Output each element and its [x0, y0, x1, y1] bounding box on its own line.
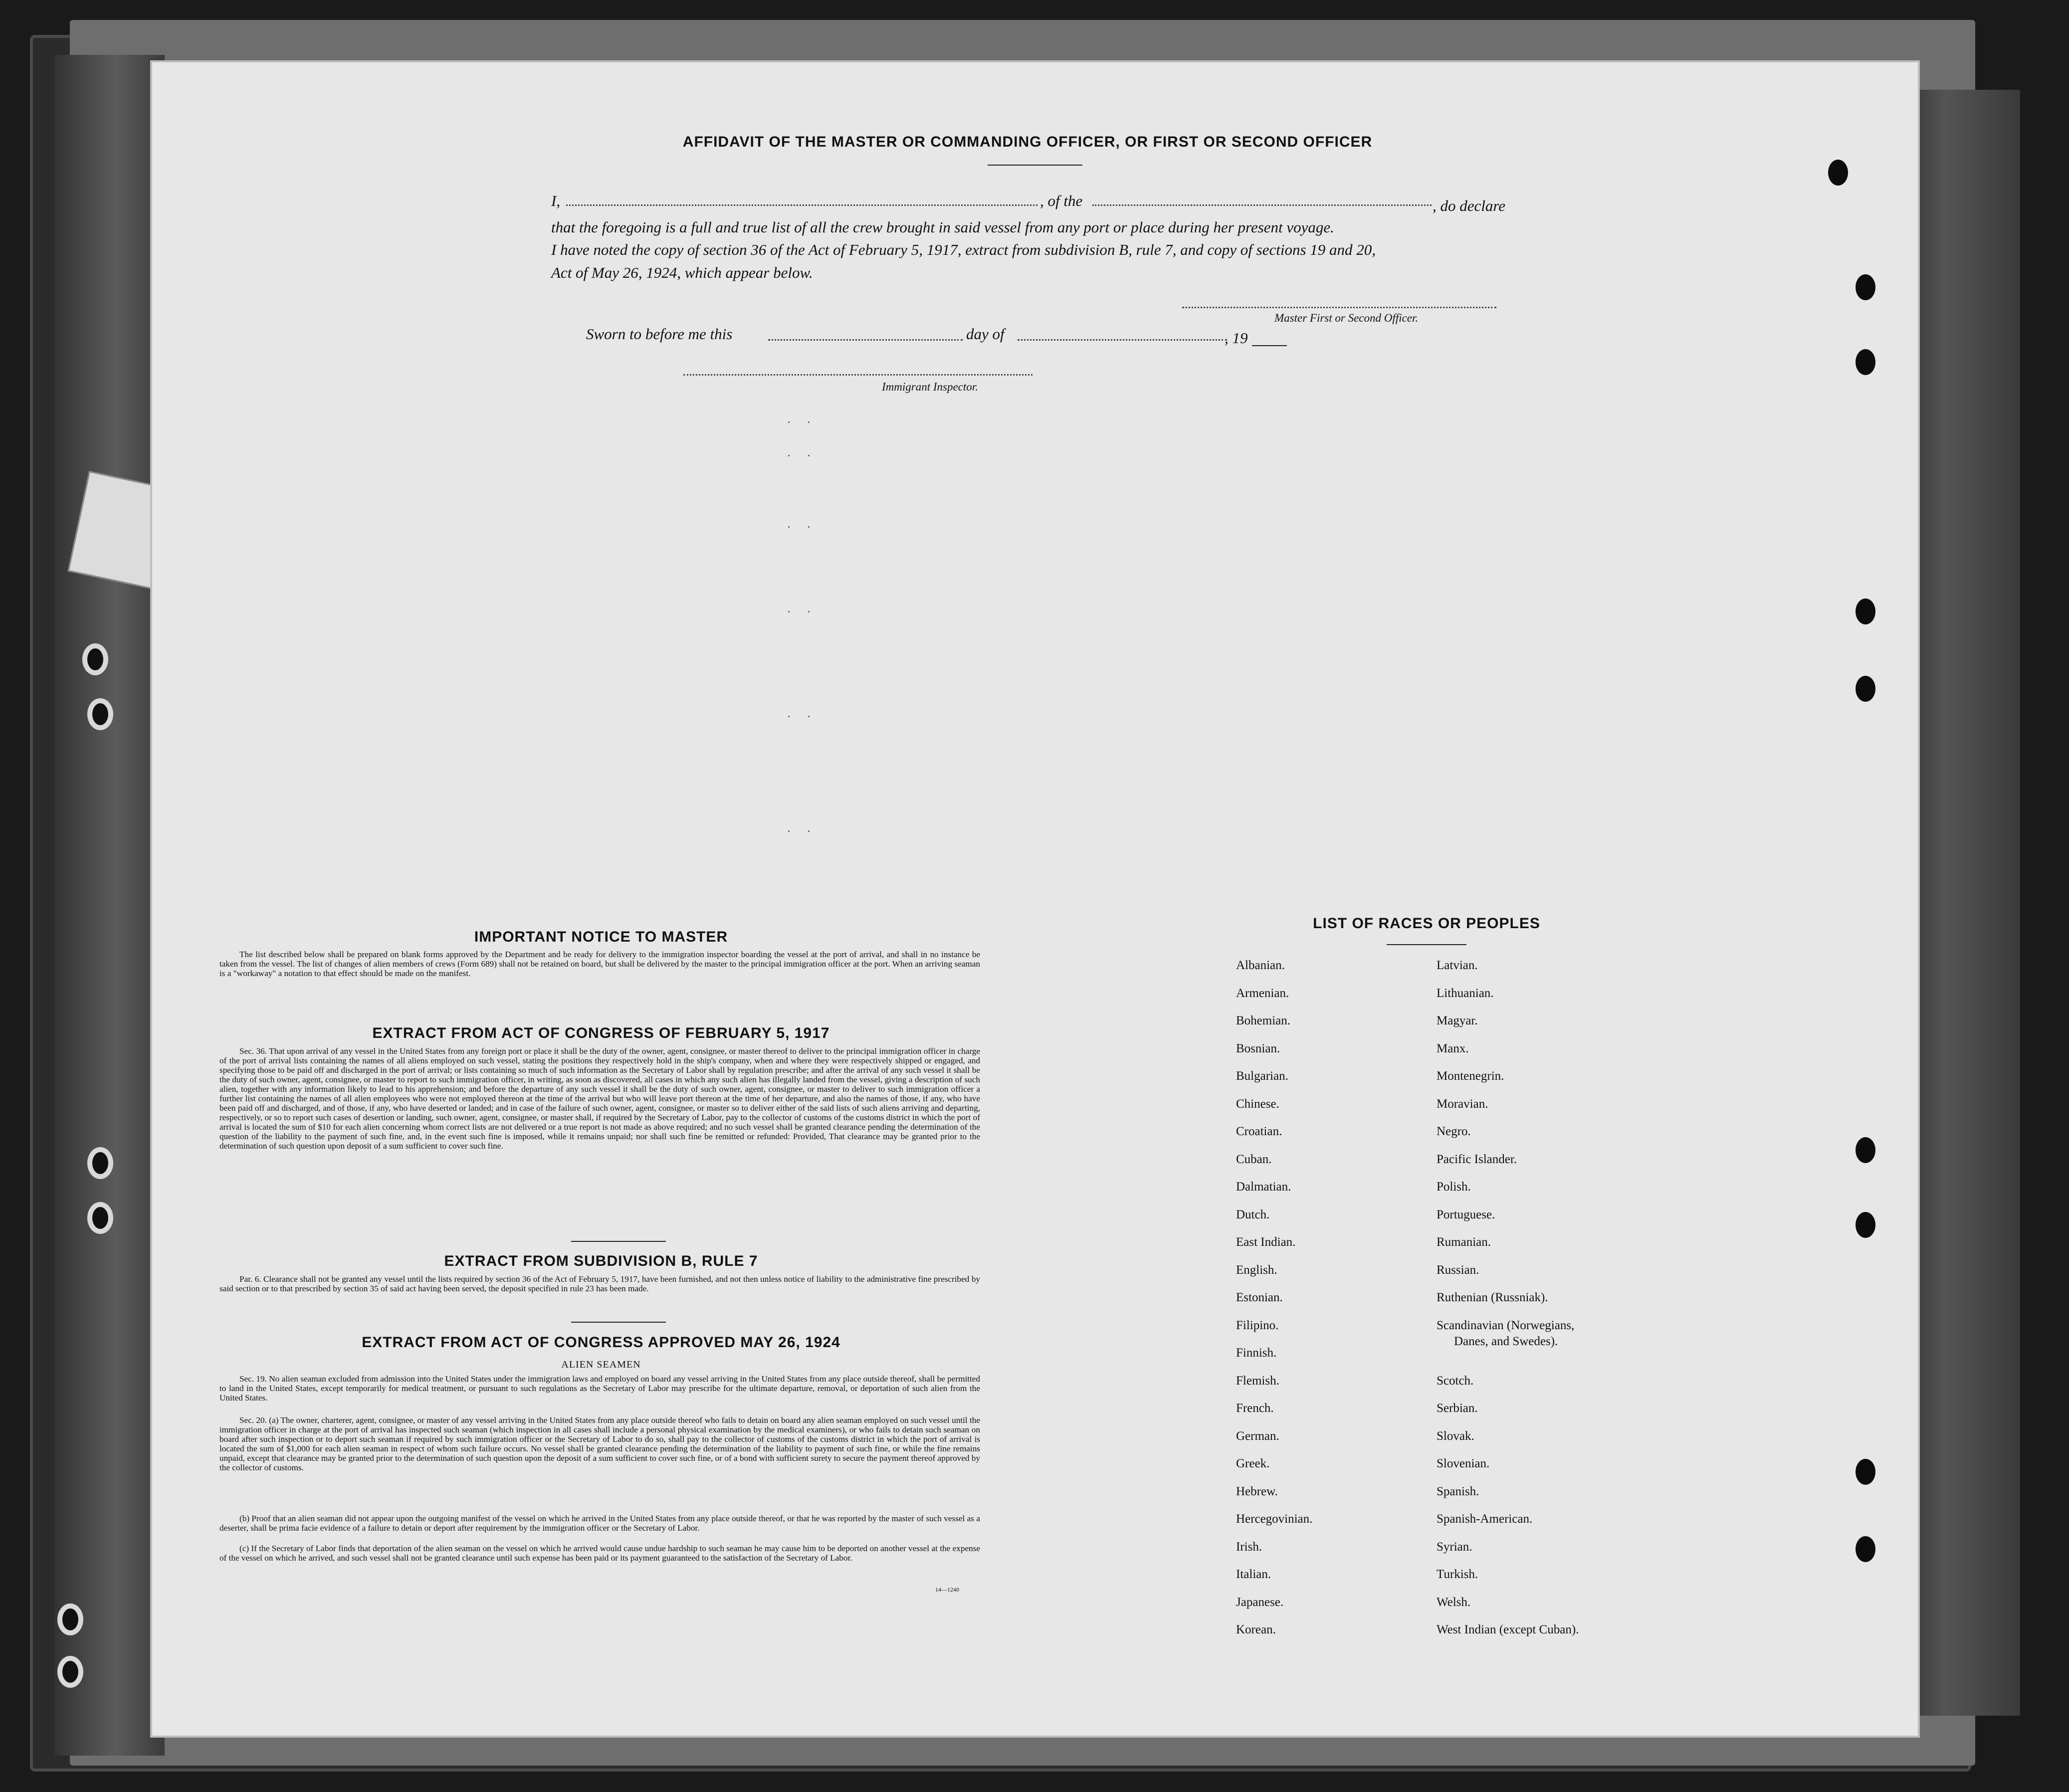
punch-hole [1856, 1212, 1875, 1238]
faint-dot [808, 716, 810, 717]
race-item: Slovak. [1437, 1429, 1474, 1443]
faint-dot [808, 611, 810, 612]
faint-dot [788, 455, 790, 456]
sec-20b-text: (b) Proof that an alien seaman did not appear upon the outgoing manifest of the vessel on which he arrived in the United States from any place outside thereof, or that he was reported by the master of such vessel as a deserter, shall be prima facie evidence of a failure to detain or deport after requirement by the immigration officer or the Secretary of Labor. [219, 1514, 980, 1533]
race-item: Russian. [1437, 1263, 1479, 1277]
vessel-field[interactable] [1092, 204, 1432, 206]
race-item: German. [1236, 1429, 1279, 1443]
race-item: Polish. [1437, 1180, 1471, 1194]
race-item: Moravian. [1437, 1097, 1488, 1111]
race-item: Scotch. [1437, 1374, 1474, 1388]
punch-hole [1828, 160, 1848, 186]
affidavit-line-2: that the foregoing is a full and true list of all the crew brought in said vessel from any port or place during her present voyage. [551, 218, 1334, 236]
punch-hole [1856, 598, 1875, 624]
notice-text: The list described below shall be prepared on blank forms approved by the Department and be ready for delivery to the immigration inspector boarding the vessel at the port of arrival, and shall in no instance be taken from the vessel. The list of changes of alien members of crews (Form 689) shall not be retained on board, but shall be delivered by the master to the principal immigration officer at the port. When an arriving seaman is a "workaway" a notation to that effect should be made on the manifest. [219, 950, 980, 978]
affidavit-do-declare: , do declare [1433, 197, 1506, 214]
punch-hole [1856, 1459, 1875, 1485]
race-item: Bulgarian. [1236, 1069, 1288, 1083]
race-item: Rumanian. [1437, 1235, 1491, 1249]
sworn-label: Sworn to before me this [586, 325, 733, 343]
race-item: Cuban. [1236, 1152, 1272, 1166]
race-item: Finnish. [1236, 1346, 1277, 1360]
extract-1917-text: Sec. 36. That upon arrival of any vessel in the United States from any foreign port or place it shall be the duty of the owner, agent, consignee, or master thereof to deliver to the principal immigration officer in charge of the port of arrival lists containing the names of all aliens employed on such vessel, stating the positions they respectively hold in the ship's company, when and where they were respectively shipped or engaged, and specifying those to be paid off and discharged in the port of arrival; or lists containing so much of such information as the Secretary of Labor shall by regulation prescribe; and after the arrival of any such vessel it shall be the duty of such owner, agent, consignee, or master to report to such immigration officer, in writing, as soon as discovered, all cases in which any such alien has illegally landed from the vessel, giving a description of such alien, together with any information likely to lead to his apprehension; and before the departure of any such vessel it shall be the duty of such owner, agent, consignee, or master to deliver to such immigration officer a further list containing the names of all alien employees who were not employed thereon at the time of the arrival but who will leave port thereon at the time of her departure, and also the names of those, if any, who have been paid off and discharged, and of those, if any, who have deserted or landed; and in case of the failure of such owner, agent, consignee, or master so to deliver either of the said lists of such aliens arriving and departing, respectively, or so to report such cases of desertion or landing, such owner, agent, consignee, or master shall, if required by the Secretary of Labor, pay to the collector of customs of the customs district in which the port of arrival is located the sum of $10 for each alien concerning whom correct lists are not delivered or a true report is not made as above required; and no such vessel shall be granted clearance pending the determination of the question of the liability to the payment of such fine, and, in the event such fine is imposed, while it remains unpaid; nor shall such fine be remitted or refunded: Provided, That clearance may be granted prior to the determination of such question upon deposit of a sum sufficient to cover such fine. [219, 1046, 980, 1151]
race-item: Bohemian. [1236, 1014, 1291, 1027]
faint-dot [788, 830, 790, 832]
race-item: Korean. [1236, 1623, 1276, 1636]
punch-hole [1856, 1137, 1875, 1163]
race-item: Estonian. [1236, 1291, 1283, 1304]
affidavit-of-the: , of the [1040, 192, 1083, 209]
race-item: Japanese. [1236, 1595, 1284, 1609]
race-item: Syrian. [1437, 1540, 1472, 1554]
race-item: Manx. [1437, 1041, 1469, 1055]
race-item: East Indian. [1236, 1235, 1296, 1249]
divider [988, 165, 1082, 166]
race-item: Italian. [1236, 1568, 1271, 1581]
punch-hole [1856, 676, 1875, 702]
extract-1924-title: EXTRACT FROM ACT OF CONGRESS APPROVED MAY 26, 1924 [362, 1334, 840, 1351]
master-label: Master First or Second Officer. [1274, 312, 1419, 324]
race-item: Pacific Islander. [1437, 1152, 1517, 1166]
divider [571, 1241, 666, 1242]
name-field[interactable] [566, 204, 1037, 206]
faint-dot [788, 716, 790, 717]
day-of-label: day of [966, 325, 1005, 343]
punch-hole [1856, 1536, 1875, 1562]
affidavit-line-4: Act of May 26, 1924, which appear below. [551, 264, 813, 281]
race-item: Dalmatian. [1236, 1180, 1291, 1194]
sec-19-text: Sec. 19. No alien seaman excluded from admission into the United States under the immigration laws and employed on board any vessel arriving in the United States from any place outside thereof, shall be permitted to land in the United States, except temporarily for medical treatment, or pursuant to such regulations as the Secretary of Labor may prescribe for the ultimate departure, removal, or deportation of such alien from the United States. [219, 1374, 980, 1402]
race-item: Chinese. [1236, 1097, 1279, 1111]
affidavit-i: I, [551, 192, 561, 209]
notice-title: IMPORTANT NOTICE TO MASTER [474, 929, 728, 945]
affidavit-title: AFFIDAVIT OF THE MASTER OR COMMANDING OFFICER, OR FIRST OR SECOND OFFICER [682, 134, 1373, 150]
punch-hole [1856, 349, 1875, 375]
binder-ring [87, 1202, 113, 1234]
race-item: Spanish. [1437, 1484, 1479, 1498]
race-item: Greek. [1236, 1457, 1270, 1470]
race-item: Latvian. [1437, 959, 1478, 972]
sec-20a-text: Sec. 20. (a) The owner, charterer, agent, consignee, or master of any vessel arriving in the United States from any place outside thereof who fails to detain on board any alien seaman employed on such vessel until the immigration officer in charge at the port of arrival has inspected such seaman (which inspection in all cases shall include a personal physical examination by the medical examiners), or who fails to detain such seaman on board after such inspection or to deport such seaman if required by such immigration officer or the Secretary of Labor to do so, shall pay to the collector of customs of the customs district in which the port of arrival is located the sum of $1,000 for each alien seaman in respect of whom such failure occurs. No vessel shall be granted clearance pending the determination of the liability to payment of such fine, or while the fine remains unpaid, except that clearance may be granted prior to the determination of such question upon the deposit of a sum sufficient to cover such fine, or of a bond with sufficient surety to secure the payment thereof approved by the collector of customs. [219, 1415, 980, 1472]
race-item: Armenian. [1236, 986, 1289, 1000]
faint-dot [808, 421, 810, 423]
faint-dot [788, 526, 790, 528]
race-item: Portuguese. [1437, 1207, 1495, 1221]
sec-20c-text: (c) If the Secretary of Labor finds that deportation of the alien seaman on the vessel on which he arrived would cause undue hardship to such seaman he may cause him to be deported on another vessel at the expense of the vessel on which he arrived, and such vessel shall not be granted clearance until such expense has been paid or its payment guaranteed to the satisfaction of the Secretary of Labor. [219, 1544, 980, 1563]
race-item: Serbian. [1437, 1401, 1478, 1415]
inspector-label: Immigrant Inspector. [882, 381, 978, 393]
race-item: Filipino. [1236, 1318, 1279, 1332]
race-item: Negro. [1437, 1125, 1471, 1138]
race-item: Bosnian. [1236, 1041, 1280, 1055]
punch-hole [1856, 274, 1875, 300]
binder-ring [57, 1603, 83, 1635]
race-item: Turkish. [1437, 1568, 1478, 1581]
races-title: LIST OF RACES OR PEOPLES [1313, 915, 1540, 932]
sworn-date-field[interactable] [768, 339, 963, 341]
faint-dot [788, 611, 790, 612]
binder-ring [57, 1656, 83, 1688]
binder-ring [82, 643, 108, 675]
year-field[interactable] [1252, 345, 1287, 346]
race-item: West Indian (except Cuban). [1437, 1623, 1579, 1636]
race-item: Dutch. [1236, 1207, 1270, 1221]
master-signature-field[interactable] [1182, 307, 1496, 308]
faint-dot [808, 455, 810, 456]
race-item: Ruthenian (Russniak). [1437, 1291, 1548, 1304]
form-number: 14—1240 [935, 1586, 959, 1593]
race-item: Scandinavian (Norwegians, [1437, 1318, 1575, 1332]
manifest-page [152, 62, 1918, 1736]
race-item: Spanish-American. [1437, 1512, 1533, 1526]
divider [1387, 944, 1466, 945]
race-item: Hercegovinian. [1236, 1512, 1313, 1526]
month-field[interactable] [1018, 339, 1227, 341]
race-item: Flemish. [1236, 1374, 1279, 1388]
race-item: Montenegrin. [1437, 1069, 1504, 1083]
race-item: French. [1236, 1401, 1274, 1415]
binder-ring [87, 1147, 113, 1179]
binder-ring [87, 698, 113, 730]
race-item: Croatian. [1236, 1125, 1282, 1138]
faint-dot [808, 526, 810, 528]
race-item: Welsh. [1437, 1595, 1471, 1609]
affidavit-line-3: I have noted the copy of section 36 of the Act of February 5, 1917, extract from subdivision B, rule 7, and copy of sections 19 and 20, [551, 241, 1376, 258]
divider [571, 1322, 666, 1323]
race-item: Hebrew. [1236, 1484, 1278, 1498]
extract-1917-title: EXTRACT FROM ACT OF CONGRESS OF FEBRUARY 5, 1917 [372, 1025, 830, 1041]
inspector-signature-field[interactable] [683, 374, 1033, 376]
race-item: Slovenian. [1437, 1457, 1490, 1470]
extract-1924-subtitle: ALIEN SEAMEN [561, 1359, 641, 1370]
subdivision-b-title: EXTRACT FROM SUBDIVISION B, RULE 7 [444, 1253, 758, 1269]
faint-dot [808, 830, 810, 832]
race-item: Irish. [1236, 1540, 1262, 1554]
race-item: Lithuanian. [1437, 986, 1494, 1000]
race-item: English. [1236, 1263, 1277, 1277]
binder-spine [55, 55, 165, 1756]
race-item: Danes, and Swedes). [1454, 1334, 1558, 1348]
year-label: , 19 [1225, 329, 1248, 347]
faint-dot [788, 421, 790, 423]
race-item: Magyar. [1437, 1014, 1478, 1027]
race-item: Albanian. [1236, 959, 1285, 972]
subdivision-b-text: Par. 6. Clearance shall not be granted any vessel until the lists required by section 36 of the Act of February 5, 1917, have been furnished, and not then unless notice of liability to the administrative fine prescribed by said section or to that prescribed by section 35 of said act having been served, the deposit specified in rule 23 has been made. [219, 1274, 980, 1293]
